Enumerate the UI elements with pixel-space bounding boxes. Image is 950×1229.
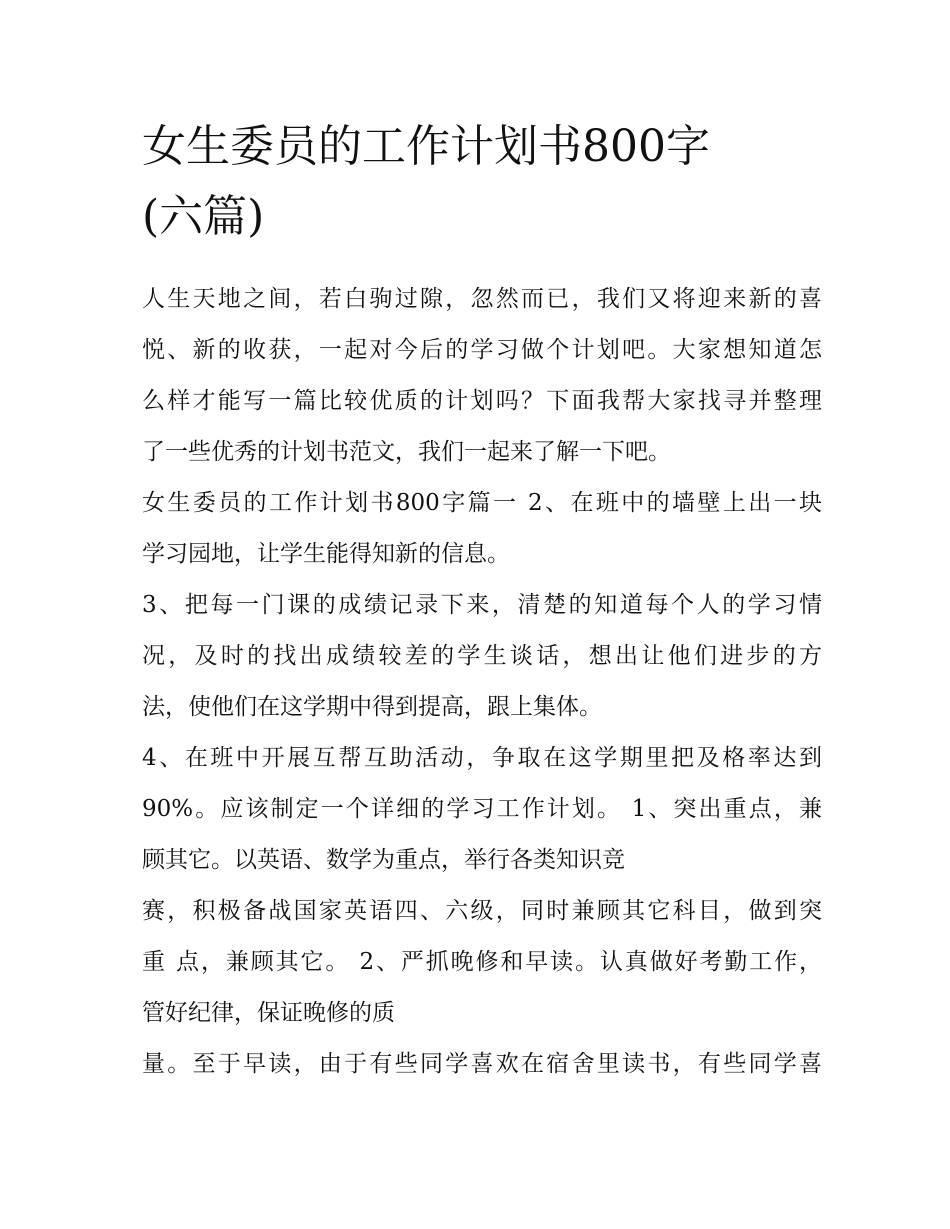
body-line: 量。至于早读，由于有些同学喜欢在宿舍里读书，有些同学喜 — [142, 1051, 822, 1077]
body-line: 重 点，兼顾其它。 2、严抓晚修和早读。认真做好考勤工作， — [142, 949, 822, 975]
body-line: 了一些优秀的计划书范文，我们一起来了解一下吧。 — [142, 439, 671, 465]
body-line: 管好纪律，保证晚修的质 — [142, 1000, 395, 1026]
title-line: (六篇) — [142, 191, 265, 242]
body-line: 么样才能写一篇比较优质的计划吗？下面我帮大家找寻并整理 — [142, 388, 822, 414]
body-line: 女生委员的工作计划书800字篇一 2、在班中的墙壁上出一块 — [142, 490, 822, 516]
body-line: 赛，积极备战国家英语四、六级，同时兼顾其它科目，做到突 — [142, 898, 822, 924]
body-line: 学习园地，让学生能得知新的信息。 — [142, 541, 510, 567]
document-title — [142, 112, 822, 252]
body-line: 人生天地之间，若白驹过隙，忽然而已，我们又将迎来新的喜 — [142, 286, 822, 312]
title-line: 女生委员的工作计划书800字 — [142, 121, 710, 172]
body-line: 4、在班中开展互帮互助活动，争取在这学期里把及格率达到 — [142, 745, 822, 771]
body-line: 法，使他们在这学期中得到提高，跟上集体。 — [142, 694, 602, 720]
body-line: 3、把每一门课的成绩记录下来，清楚的知道每个人的学习情 — [142, 592, 822, 618]
body-line: 况，及时的找出成绩较差的学生谈话，想出让他们进步的方 — [142, 643, 822, 669]
body-line: 悦、新的收获，一起对今后的学习做个计划吧。大家想知道怎 — [142, 337, 822, 363]
document-body — [142, 274, 822, 1090]
body-line: 顾其它。以英语、数学为重点，举行各类知识竞 — [142, 847, 625, 873]
body-line: 90%。应该制定一个详细的学习工作计划。 1、突出重点，兼 — [142, 796, 822, 822]
